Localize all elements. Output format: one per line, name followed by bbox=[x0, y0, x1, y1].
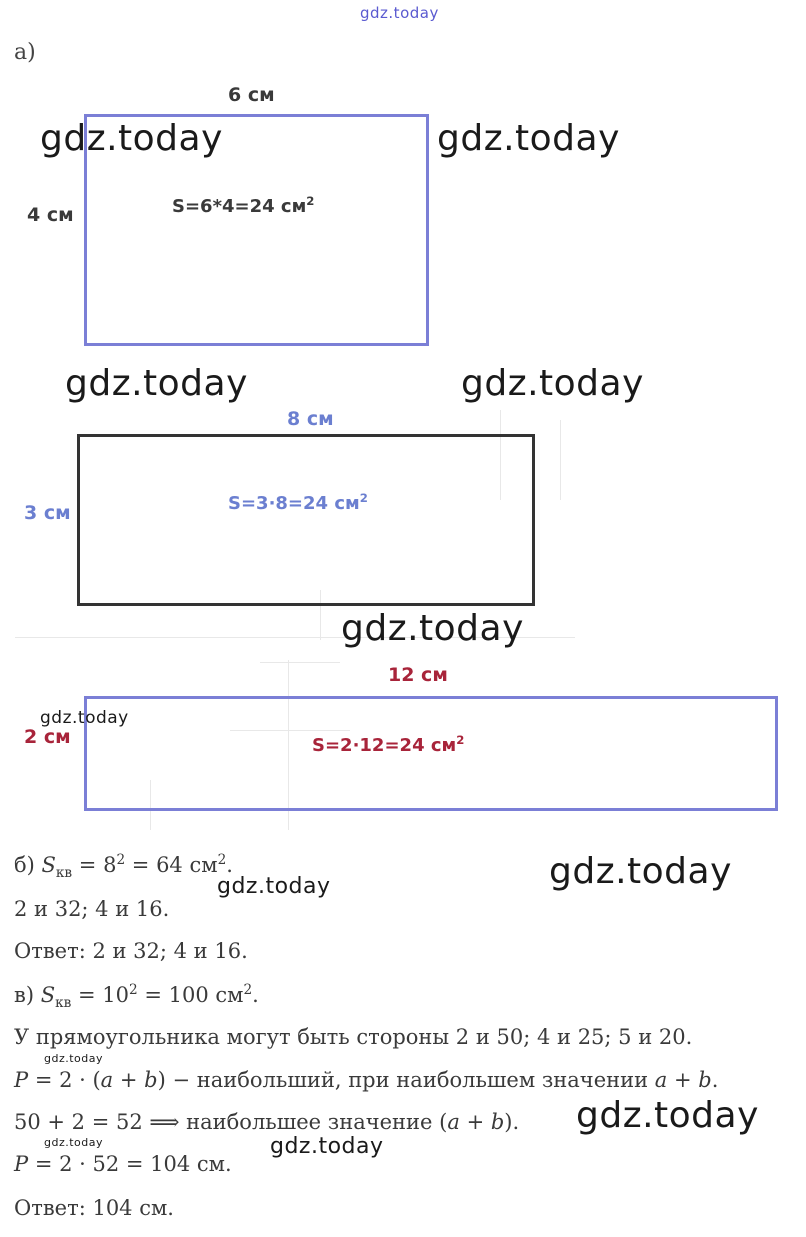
watermark: gdz.today bbox=[217, 874, 331, 899]
watermark: gdz.today bbox=[437, 118, 620, 159]
part-c-perimeter-value: P = 2 · 52 = 104 см. bbox=[14, 1152, 232, 1176]
part-b-area-line: б) $S_{кв} = 8^2 = 64$ $см^2$. bbox=[14, 852, 233, 882]
part-b-answer: Ответ: 2 и 32; 4 и 16. bbox=[14, 939, 248, 963]
rect2-width-label: 8 см bbox=[287, 408, 334, 430]
part-c-perimeter-formula: P = 2 · (a + b) − наибольший, при наибольшем значении a + b. bbox=[14, 1068, 719, 1092]
watermark: gdz.today bbox=[65, 363, 248, 404]
part-b-pairs: 2 и 32; 4 и 16. bbox=[14, 897, 170, 921]
rect3-formula: S=2·12=24 $см^2$ bbox=[312, 733, 465, 756]
rect3-width-label: 12 см bbox=[388, 664, 448, 686]
watermark: gdz.today bbox=[40, 118, 223, 159]
watermark: gdz.today bbox=[44, 1136, 104, 1149]
rect3-height-label: 2 см bbox=[24, 726, 71, 748]
rect1-width-label: 6 см bbox=[228, 84, 275, 106]
part-a-label: а) bbox=[14, 40, 36, 65]
watermark: gdz.today bbox=[341, 608, 524, 649]
rect2 bbox=[77, 434, 535, 606]
grid-artifact bbox=[560, 420, 561, 500]
watermark: gdz.today bbox=[40, 708, 129, 728]
rect1-height-label: 4 см bbox=[27, 204, 74, 226]
part-c-area-line: в) $S_{кв} = 10^2 = 100$ $см^2$. bbox=[14, 982, 259, 1012]
header-watermark: gdz.today bbox=[360, 4, 439, 22]
grid-artifact bbox=[260, 662, 340, 663]
part-c-answer: Ответ: 104 см. bbox=[14, 1196, 174, 1220]
watermark: gdz.today bbox=[549, 851, 732, 892]
watermark: gdz.today bbox=[270, 1134, 384, 1159]
watermark: gdz.today bbox=[576, 1095, 759, 1136]
part-c-sides: У прямоугольника могут быть стороны 2 и 50; 4 и 25; 5 и 20. bbox=[14, 1025, 693, 1049]
rect1-formula: S=6*4=24 $см^2$ bbox=[172, 194, 315, 217]
watermark: gdz.today bbox=[44, 1052, 104, 1065]
rect2-height-label: 3 см bbox=[24, 502, 71, 524]
watermark: gdz.today bbox=[461, 363, 644, 404]
part-c-max-sum: 50 + 2 = 52 ⟹ наибольшее значение (a + b). bbox=[14, 1110, 520, 1134]
rect2-formula: S=3·8=24 $см^2$ bbox=[228, 491, 368, 514]
